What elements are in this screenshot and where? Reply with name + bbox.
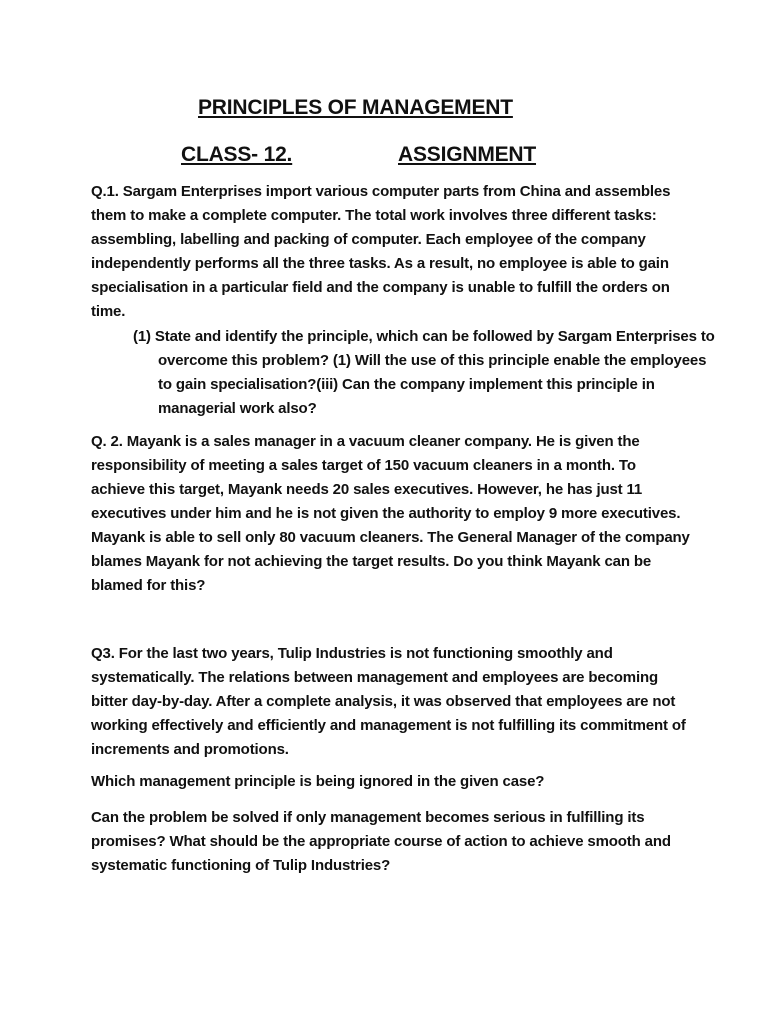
class-heading: CLASS- 12. <box>181 143 293 166</box>
question-1: Q.1. Sargam Enterprises import various computer parts from China and assembles them to make a complete computer. The total work involves three different tasks: assembling, labelling and packing of computer. Each employee of the company independently performs all the three tasks. As a result, no employee is able to gain specialisation in a particular field and the company is unable to fulfill the orders on time. <box>91 183 671 320</box>
question-3-part-1: Which management principle is being ignored in the given case? <box>91 773 545 790</box>
question-3: Q3. For the last two years, Tulip Industries is not functioning smoothly and systematically. The relations between management and employees are becoming bitter day-by-day. After a complete analysis, it was observed that employees are not working effectively and efficiently and management is not fulfilling its commitment of increments and promotions. <box>91 645 686 758</box>
question-2: Q. 2. Mayank is a sales manager in a vacuum cleaner company. He is given the responsibility of meeting a sales target of 150 vacuum cleaners in a month. To achieve this target, Mayank needs 20 sales executives. However, he has just 11 executives under him and he is not given the authority to employ 9 more executives. Mayank is able to sell only 80 vacuum cleaners. The General Manager of the company blames Mayank for not achieving the target results. Do you think Mayank can be blamed for this? <box>91 433 690 594</box>
question-3-part-2: Can the problem be solved if only management becomes serious in fulfilling its promises? What should be the appropriate course of action to achieve smooth and systematic functioning of Tulip Industries? <box>91 809 671 874</box>
assignment-heading: ASSIGNMENT <box>398 143 537 166</box>
question-1-subquestions: (1) State and identify the principle, which can be followed by Sargam Enterprises to overcome this problem? (1) Will the use of this principle enable the employees to gain specialisation?(iii) Can the company implement this principle in managerial work also? <box>133 328 715 417</box>
document-title: PRINCIPLES OF MANAGEMENT <box>198 96 513 119</box>
